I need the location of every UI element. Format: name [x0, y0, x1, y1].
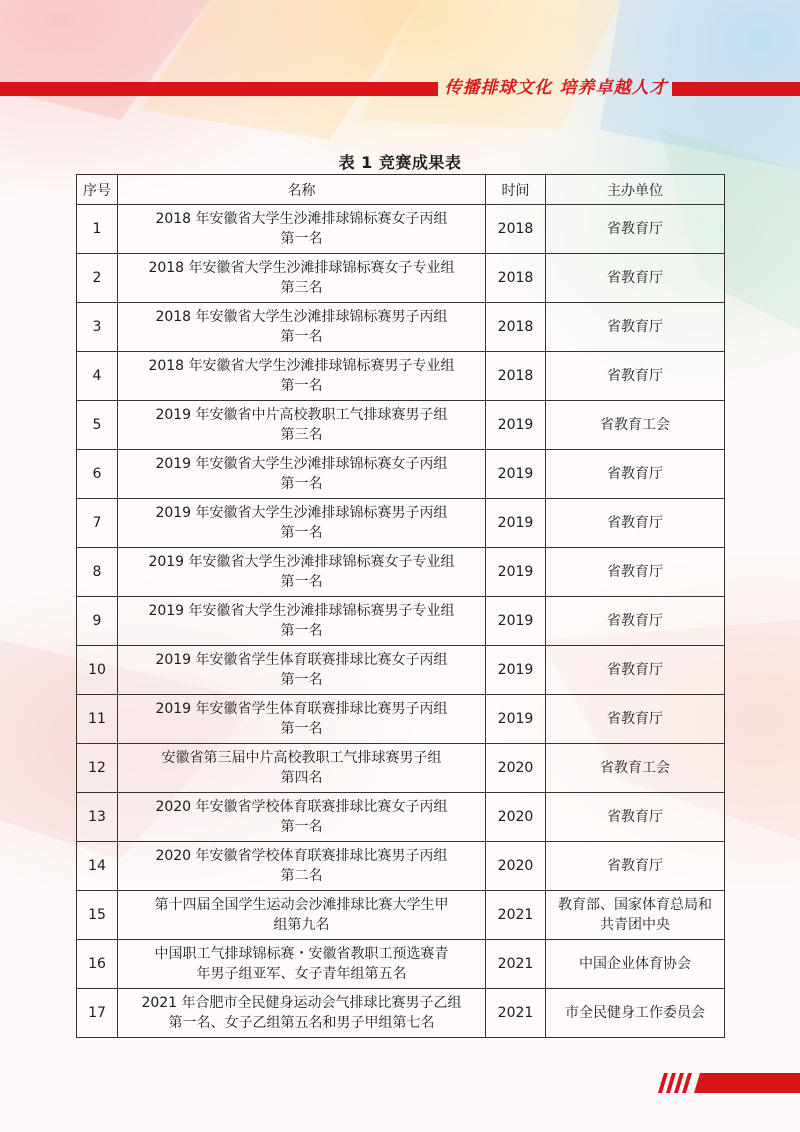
competition-name-cell	[118, 401, 486, 450]
organizer-line: 省教育厅	[607, 270, 663, 286]
table-row	[77, 891, 725, 940]
row-number-cell: 8	[77, 548, 118, 597]
row-number-cell: 4	[77, 352, 118, 401]
competition-name-line: 第一名	[280, 476, 323, 492]
row-number-cell: 16	[77, 940, 118, 989]
column-header-time: 时间	[486, 175, 546, 205]
year-cell: 2021	[486, 940, 546, 989]
competition-name-line: 第十四届全国学生运动会沙滩排球比赛大学生甲	[154, 897, 449, 913]
year-cell: 2019	[486, 695, 546, 744]
organizer-cell	[546, 793, 725, 842]
competition-name-cell	[118, 793, 486, 842]
row-number-cell: 11	[77, 695, 118, 744]
organizer-cell	[546, 744, 725, 793]
organizer-line: 市全民健身工作委员会	[565, 1005, 705, 1021]
year-cell: 2021	[486, 891, 546, 940]
competition-name-line: 第一名	[280, 672, 323, 688]
competition-name-cell	[118, 646, 486, 695]
competition-name-line: 第一名	[280, 721, 323, 737]
organizer-cell	[546, 450, 725, 499]
organizer-line: 省教育工会	[600, 760, 670, 776]
competition-name-line: 2018 年安徽省大学生沙滩排球锦标赛男子丙组	[155, 309, 448, 325]
year-cell: 2018	[486, 352, 546, 401]
row-number-cell: 13	[77, 793, 118, 842]
competition-name-line: 2018 年安徽省大学生沙滩排球锦标赛女子丙组	[155, 211, 448, 227]
table-row	[77, 646, 725, 695]
competition-name-line: 2018 年安徽省大学生沙滩排球锦标赛男子专业组	[148, 358, 455, 374]
competition-name-cell	[118, 695, 486, 744]
organizer-cell	[546, 205, 725, 254]
competition-name-line: 2019 年安徽省大学生沙滩排球锦标赛男子专业组	[148, 603, 455, 619]
organizer-line: 中国企业体育协会	[579, 956, 691, 972]
organizer-line: 省教育厅	[607, 809, 663, 825]
competition-name-line: 2019 年安徽省大学生沙滩排球锦标赛男子丙组	[155, 505, 448, 521]
row-number-cell: 2	[77, 254, 118, 303]
competition-name-cell	[118, 989, 486, 1038]
table-row	[77, 548, 725, 597]
year-cell: 2018	[486, 254, 546, 303]
table-row	[77, 499, 725, 548]
organizer-line: 省教育厅	[607, 564, 663, 580]
organizer-cell	[546, 989, 725, 1038]
organizer-line: 教育部、国家体育总局和	[558, 897, 712, 913]
table-row	[77, 450, 725, 499]
competition-name-line: 年男子组亚军、女子青年组第五名	[196, 966, 407, 982]
competition-name-line: 安徽省第三届中片高校教职工气排球赛男子组	[161, 750, 442, 766]
year-cell: 2020	[486, 793, 546, 842]
header-slogan: 传播排球文化 培养卓越人才	[444, 78, 668, 98]
competition-name-line: 组第九名	[273, 917, 330, 933]
organizer-cell	[546, 352, 725, 401]
table-row	[77, 254, 725, 303]
competition-name-cell	[118, 499, 486, 548]
year-cell: 2019	[486, 450, 546, 499]
row-number-cell: 14	[77, 842, 118, 891]
competition-name-line: 第四名	[280, 770, 323, 786]
year-cell: 2019	[486, 646, 546, 695]
competition-name-line: 2019 年安徽省学生体育联赛排球比赛男子丙组	[155, 701, 448, 717]
column-header-name: 名称	[118, 175, 486, 205]
competition-name-line: 2019 年安徽省中片高校教职工气排球赛男子组	[155, 407, 448, 423]
table-body	[77, 205, 725, 1038]
organizer-cell	[546, 548, 725, 597]
column-header-number: 序号	[77, 175, 118, 205]
competition-name-line: 第一名	[280, 378, 323, 394]
competition-name-line: 2019 年安徽省大学生沙滩排球锦标赛女子丙组	[155, 456, 448, 472]
table-header-row	[77, 175, 725, 205]
table-row	[77, 940, 725, 989]
competition-name-line: 2020 年安徽省学校体育联赛排球比赛女子丙组	[155, 799, 448, 815]
results-table	[76, 174, 725, 1038]
row-number-cell: 17	[77, 989, 118, 1038]
organizer-cell	[546, 303, 725, 352]
competition-name-cell	[118, 303, 486, 352]
organizer-line: 省教育厅	[607, 515, 663, 531]
row-number-cell: 10	[77, 646, 118, 695]
table-row	[77, 205, 725, 254]
organizer-cell	[546, 940, 725, 989]
table-row	[77, 744, 725, 793]
competition-name-line: 2018 年安徽省大学生沙滩排球锦标赛女子专业组	[148, 260, 455, 276]
organizer-line: 省教育工会	[600, 417, 670, 433]
competition-name-cell	[118, 842, 486, 891]
organizer-cell	[546, 891, 725, 940]
year-cell: 2020	[486, 842, 546, 891]
row-number-cell: 1	[77, 205, 118, 254]
row-number-cell: 9	[77, 597, 118, 646]
competition-name-line: 第一名	[280, 525, 323, 541]
competition-name-line: 第三名	[280, 280, 323, 296]
competition-name-cell	[118, 352, 486, 401]
footer-stripe-decoration	[652, 1073, 800, 1093]
competition-name-line: 2020 年安徽省学校体育联赛排球比赛男子丙组	[155, 848, 448, 864]
table-row	[77, 793, 725, 842]
table-row	[77, 989, 725, 1038]
organizer-cell	[546, 499, 725, 548]
year-cell: 2021	[486, 989, 546, 1038]
header-red-band-right	[672, 82, 800, 96]
row-number-cell: 3	[77, 303, 118, 352]
row-number-cell: 5	[77, 401, 118, 450]
year-cell: 2020	[486, 744, 546, 793]
organizer-line: 省教育厅	[607, 368, 663, 384]
organizer-line: 共青团中央	[600, 917, 670, 933]
competition-name-line: 中国职工气排球锦标赛・安徽省教职工预选赛青	[154, 946, 449, 962]
competition-name-cell	[118, 597, 486, 646]
year-cell: 2018	[486, 303, 546, 352]
year-cell: 2019	[486, 401, 546, 450]
row-number-cell: 15	[77, 891, 118, 940]
organizer-line: 省教育厅	[607, 613, 663, 629]
competition-name-cell	[118, 744, 486, 793]
competition-name-cell	[118, 891, 486, 940]
organizer-line: 省教育厅	[607, 221, 663, 237]
table-row	[77, 842, 725, 891]
organizer-cell	[546, 842, 725, 891]
competition-name-cell	[118, 548, 486, 597]
competition-name-line: 第一名、女子乙组第五名和男子甲组第七名	[168, 1015, 435, 1031]
organizer-cell	[546, 401, 725, 450]
competition-name-line: 2019 年安徽省学生体育联赛排球比赛女子丙组	[155, 652, 448, 668]
table-row	[77, 303, 725, 352]
header-red-band-left	[0, 82, 438, 96]
row-number-cell: 12	[77, 744, 118, 793]
competition-name-line: 2021 年合肥市全民健身运动会气排球比赛男子乙组	[141, 995, 462, 1011]
table-row	[77, 695, 725, 744]
year-cell: 2019	[486, 597, 546, 646]
table-caption: 表 1 竞赛成果表	[338, 153, 462, 172]
organizer-cell	[546, 254, 725, 303]
year-cell: 2018	[486, 205, 546, 254]
organizer-line: 省教育厅	[607, 858, 663, 874]
table-row	[77, 352, 725, 401]
organizer-line: 省教育厅	[607, 466, 663, 482]
competition-name-line: 第一名	[280, 623, 323, 639]
column-header-organizer: 主办单位	[546, 175, 725, 205]
table-row	[77, 597, 725, 646]
competition-name-line: 第一名	[280, 231, 323, 247]
year-cell: 2019	[486, 499, 546, 548]
organizer-line: 省教育厅	[607, 319, 663, 335]
organizer-cell	[546, 646, 725, 695]
competition-name-line: 第一名	[280, 819, 323, 835]
table-row	[77, 401, 725, 450]
competition-name-line: 2019 年安徽省大学生沙滩排球锦标赛女子专业组	[148, 554, 455, 570]
year-cell: 2019	[486, 548, 546, 597]
competition-name-cell	[118, 940, 486, 989]
organizer-cell	[546, 695, 725, 744]
row-number-cell: 7	[77, 499, 118, 548]
organizer-cell	[546, 597, 725, 646]
competition-name-line: 第二名	[280, 868, 323, 884]
competition-name-cell	[118, 205, 486, 254]
competition-name-line: 第三名	[280, 427, 323, 443]
competition-name-line: 第一名	[280, 574, 323, 590]
competition-name-cell	[118, 254, 486, 303]
competition-name-line: 第一名	[280, 329, 323, 345]
organizer-line: 省教育厅	[607, 711, 663, 727]
row-number-cell: 6	[77, 450, 118, 499]
competition-name-cell	[118, 450, 486, 499]
organizer-line: 省教育厅	[607, 662, 663, 678]
